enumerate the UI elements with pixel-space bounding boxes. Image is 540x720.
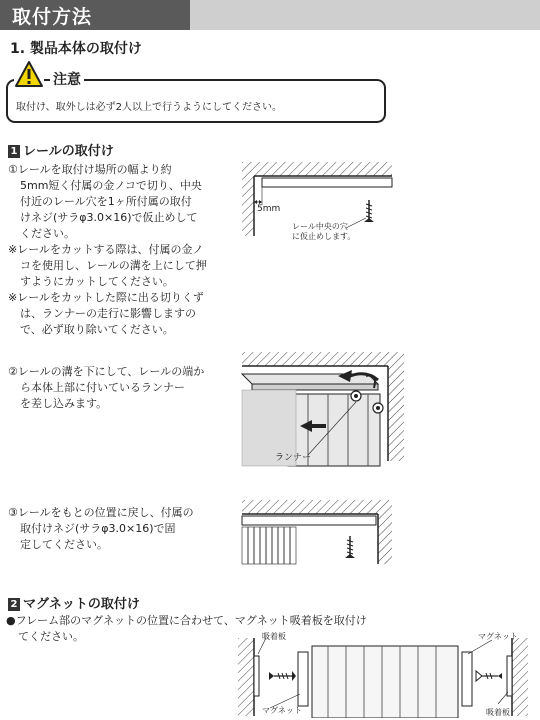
warning-icon [14,60,44,88]
page-header [0,0,540,30]
step1-text: ①レールを取付け場所の幅より約 5mm短く付属の金ノコで切り、中央 付近のレール穴を1ヶ所付属の取付 けネジ(サラφ3.0×16)で仮止めして ください。 ※レールをカットする際は、付属の金ノ コを使用し、レールの溝を上にして押 すようにカットしてください。 ※レールをカットした際に出る切りくず は、ランナーの走行に影響しますの で、必ず取り除いてください。 [8,163,207,336]
caution-title: 注意 [50,69,84,89]
rail-figure-2 [238,350,408,475]
caution-text: 取付け、取外しは必ず2人以上で行うようにしてください。 [16,102,282,113]
rail-figure-3 [238,498,398,568]
section-title: 1. 製品本体の取付け [10,41,142,57]
magnet-label-right: マグネット [478,632,518,641]
rail-hole-label: レール中央の穴 に仮止めします。 [292,222,356,241]
magnet-heading [8,593,140,612]
step-number: 2 [8,598,20,611]
page-title: 取付方法 [12,6,93,28]
step-number: 1 [8,145,20,158]
plate-label-right: 吸着板 [486,708,510,717]
plate-label-left: 吸着板 [262,632,286,641]
step2-text: ②レールの溝を下にして、レールの端か ら本体上部に付いているランナー を差し込みます。 [8,365,205,410]
magnet-text: ●フレーム部のマグネットの位置に合わせて、マグネット吸着板を取付け てください。 [6,614,367,643]
magnet-label-left: マグネット [262,706,302,715]
runner-label: ランナー [275,453,312,463]
dimension-label: 5mm [257,204,281,214]
rail-title: レールの取付け [23,144,114,159]
magnet-title: マグネットの取付け [23,597,140,612]
rail-heading [8,140,114,159]
step3-text: ③レールをもとの位置に戻し、付属の 取付けネジ(サラφ3.0×16)で固 定してください。 [8,506,194,551]
